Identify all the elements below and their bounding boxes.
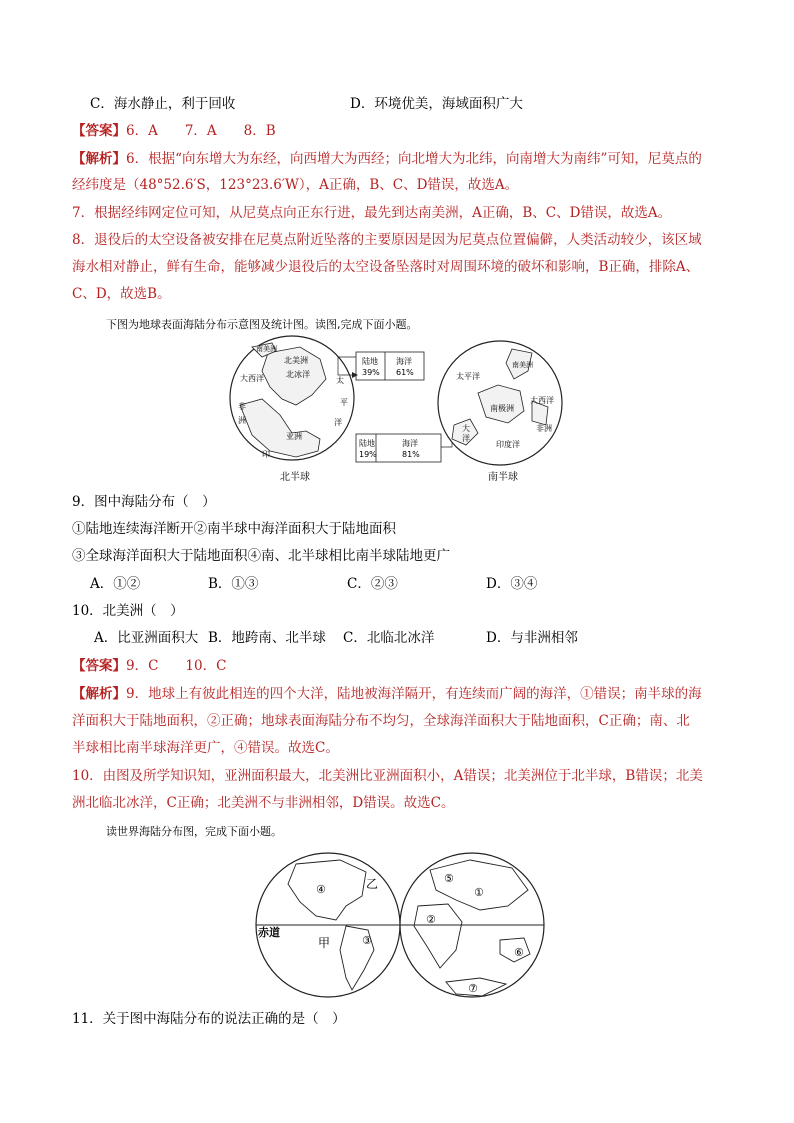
north-place-label: 南美洲 — [256, 345, 277, 353]
north-stats-table — [338, 352, 424, 380]
q8-option-c: C．海水静止，利于回收 — [90, 96, 236, 112]
map-label-1: ① — [474, 886, 484, 899]
south-land-pct: 19% — [359, 450, 377, 459]
south-ocean-label: 海洋 — [402, 439, 418, 448]
map-label-4: ④ — [316, 883, 326, 896]
q8-option-d: D．环境优美，海域面积广大 — [350, 96, 523, 112]
q10-option-a: A．比亚洲面积大 — [94, 630, 199, 646]
q9-option-d: D．③④ — [486, 576, 538, 592]
north-ocean-label: 海洋 — [396, 357, 412, 366]
south-hemisphere-label: 南半球 — [488, 472, 518, 483]
equator-label: 赤道 — [258, 926, 280, 939]
south-place-label: 大西洋 — [530, 396, 554, 405]
south-place-label: 南美洲 — [512, 361, 533, 369]
analysis-tag: 【解析】 — [72, 151, 126, 167]
south-place-label: 非洲 — [536, 424, 552, 433]
map-label-yi: 乙 — [366, 877, 379, 891]
south-hemisphere-globe — [438, 341, 562, 465]
figure-1-hemispheres — [0, 335, 794, 490]
north-place-label: 太 — [336, 376, 344, 385]
south-ocean-pct: 81% — [402, 450, 420, 459]
south-place-label: 印度洋 — [496, 440, 520, 449]
south-stats-table — [356, 431, 452, 462]
north-place-label: 非 — [238, 402, 246, 411]
north-land-pct: 39% — [362, 368, 380, 377]
q9-statements-2: ③全球海洋面积大于陆地面积④南、北半球相比南半球陆地更广 — [72, 548, 450, 564]
answer-block-1 — [72, 122, 276, 141]
q9-option-b: B．①③ — [208, 576, 259, 592]
q9-statements-1: ①陆地连续海洋断开②南半球中海洋面积大于陆地面积 — [72, 521, 396, 537]
north-ocean-pct: 61% — [396, 368, 414, 377]
map-label-7: ⑦ — [468, 982, 478, 995]
answer-text: 9．C 10．C — [126, 658, 227, 674]
analysis-1-line-3: 7．根据经纬网定位可知，从尼莫点向正东行进，最先到达南美洲，A正确，B、C、D错误，故选A。 — [72, 205, 672, 221]
analysis-1-line-4: 8．退役后的太空设备被安排在尼莫点附近坠落的主要原因是因为尼莫点位置偏僻，人类活动较少，该区域 — [72, 232, 702, 248]
answer-tag: 【答案】 — [72, 658, 126, 674]
q9-option-c: C．②③ — [347, 576, 398, 592]
analysis-1-line-6: C、D，故选B。 — [72, 286, 171, 302]
analysis-1-line-1 — [72, 150, 702, 169]
analysis-2-line-2: 洋面积大于陆地面积，②正确；地球表面海陆分布不均匀，全球海洋面积大于陆地面积，C正确；南、北 — [72, 713, 690, 729]
north-place-label: 北冰洋 — [286, 370, 310, 379]
north-place-label: 平 — [340, 398, 348, 407]
south-place-label: 洋 — [462, 434, 470, 443]
north-land-label: 陆地 — [362, 357, 378, 366]
q11-stem: 11．关于图中海陆分布的说法正确的是（ ） — [72, 1011, 346, 1027]
answer-text: 6．A 7．A 8．B — [126, 123, 276, 139]
q9-option-a: A．①② — [90, 576, 141, 592]
north-hemisphere-label: 北半球 — [280, 472, 310, 483]
south-place-label: 大 — [462, 424, 470, 433]
map-label-5: ⑤ — [444, 872, 454, 885]
q9-stem: 9．图中海陆分布（ ） — [72, 494, 216, 510]
q10-stem: 10．北美洲（ ） — [72, 603, 184, 619]
north-place-label: 洲 — [238, 416, 246, 425]
north-place-label: 印 — [262, 450, 270, 459]
north-hemisphere-globe — [230, 336, 354, 460]
analysis-2-line-5: 洲北临北冰洋，C正确；北美洲不与非洲相邻，D错误。故选C。 — [72, 795, 455, 811]
analysis-1-line-5: 海水相对静止，鲜有生命，能够减少退役后的太空设备坠落时对周围环境的破坏和影响，B正确，排除A、 — [72, 259, 700, 275]
q10-option-d: D．与非洲相邻 — [486, 630, 578, 646]
map-label-2: ② — [426, 913, 436, 926]
analysis-text: 6．根据“向东增大为东经，向西增大为西经；向北增大为北纬，向南增大为南纬”可知，尼莫点的 — [126, 151, 702, 167]
analysis-tag: 【解析】 — [72, 686, 126, 702]
south-land-label: 陆地 — [359, 439, 375, 448]
analysis-2-line-3: 半球相比南半球海洋更广，④错误。故选C。 — [72, 740, 339, 756]
north-place-label: 大西洋 — [240, 374, 264, 383]
north-place-label: 洋 — [334, 418, 342, 427]
analysis-text: 9．地球上有彼此相连的四个大洋，陆地被海洋隔开，有连续而广阔的海洋，①错误；南半球的海 — [126, 686, 702, 702]
analysis-2-line-1 — [72, 685, 702, 704]
south-place-label: 太平洋 — [456, 372, 480, 381]
answer-tag: 【答案】 — [72, 123, 126, 139]
north-place-label: 北美洲 — [284, 356, 308, 365]
figure-2-world-map — [0, 850, 794, 1000]
map-label-jia: 甲 — [318, 936, 331, 950]
map-label-6: ⑥ — [514, 946, 524, 959]
answer-block-2 — [72, 657, 226, 676]
figure-1-caption: 下图为地球表面海陆分布示意图及统计图。读图,完成下面小题。 — [106, 318, 418, 331]
analysis-1-line-2: 经纬度是（48°52.6′S，123°23.6′W），A正确，B、C、D错误，故选A。 — [72, 177, 519, 193]
figure-2-caption: 读世界海陆分布图，完成下面小题。 — [106, 825, 282, 838]
map-label-3: ③ — [362, 934, 372, 947]
north-place-label: 亚洲 — [286, 432, 302, 441]
q10-option-c: C．北临北冰洋 — [343, 630, 435, 646]
q10-option-b: B．地跨南、北半球 — [208, 630, 326, 646]
south-place-label: 南极洲 — [490, 404, 514, 413]
analysis-2-line-4: 10．由图及所学知识知，亚洲面积最大，北美洲比亚洲面积小，A错误；北美洲位于北半球，B错误；北美 — [72, 768, 703, 784]
